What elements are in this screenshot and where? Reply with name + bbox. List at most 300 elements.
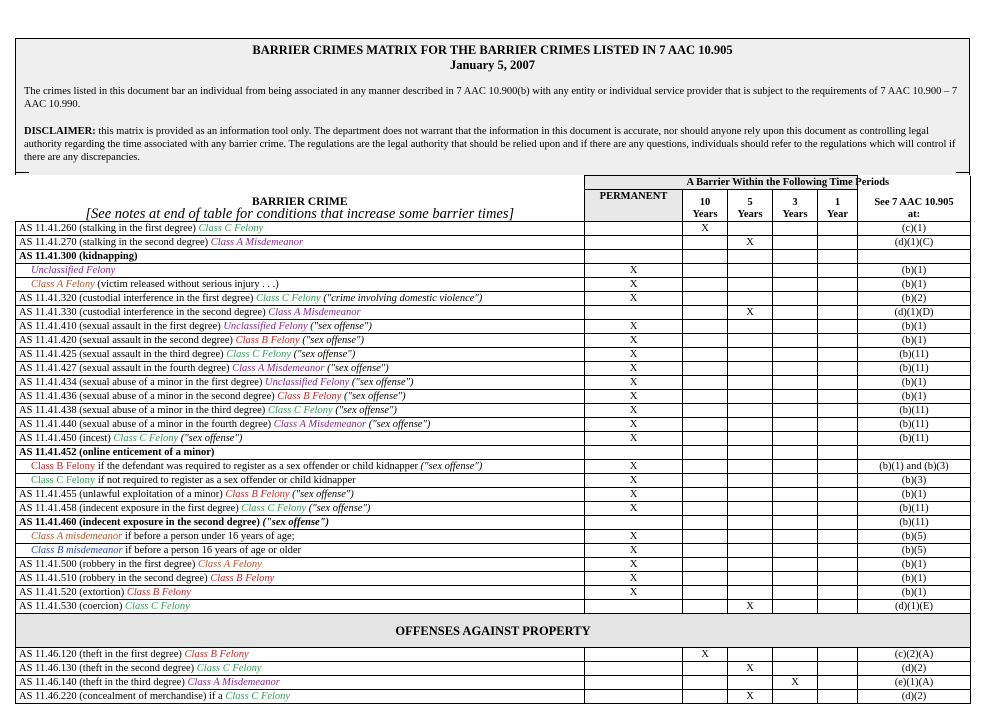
mark-cell-permanent: X [585, 418, 683, 432]
mark-cell-1-years [818, 676, 858, 690]
crime-description [16, 432, 585, 446]
mark-cell-permanent: X [585, 404, 683, 418]
table-row [16, 390, 971, 404]
crime-description [16, 362, 585, 376]
regulation-ref: (b)(11) [858, 502, 971, 516]
mark-cell-permanent: X [585, 278, 683, 292]
table-row [16, 690, 971, 704]
mark-cell-1-years [818, 558, 858, 572]
crime-description [16, 446, 585, 460]
crime-description [16, 334, 585, 348]
time-periods-header: A Barrier Within the Following Time Periods [683, 176, 858, 190]
crime-text: ("sex offense") [299, 334, 364, 346]
crime-description [16, 222, 585, 236]
crime-class: Class B misdemeanor [31, 544, 123, 556]
regulation-ref: (b)(1) [858, 586, 971, 600]
crime-class: Unclassified Felony [223, 320, 308, 332]
crime-text: AS 11.41.450 (incest) [19, 432, 114, 444]
crime-text: AS 11.41.260 (stalking in the first degree) [19, 222, 199, 234]
crime-text: ("sex offense") [366, 418, 431, 430]
mark-cell-10-years [683, 418, 728, 432]
mark-cell-10-years [683, 530, 728, 544]
mark-cell-10-years [683, 446, 728, 460]
mark-cell-permanent: X [585, 348, 683, 362]
table-row [16, 334, 971, 348]
mark-cell-5-years [728, 530, 773, 544]
crime-text: if before a person under 16 years of age; [122, 530, 295, 542]
mark-cell-1-years [818, 292, 858, 306]
crime-class: Class C Felony [125, 600, 190, 612]
regulation-ref: (b)(1) [858, 572, 971, 586]
crime-class: Class A Felony [31, 278, 95, 290]
crime-class: Class B Felony [184, 648, 249, 660]
table-row [16, 488, 971, 502]
mark-cell-1-years [818, 446, 858, 460]
mark-cell-5-years [728, 586, 773, 600]
crime-description [16, 474, 585, 488]
mark-cell-1-years [818, 432, 858, 446]
table-row [16, 446, 971, 460]
crime-text: AS 11.46.120 (theft in the first degree) [19, 648, 185, 660]
crime-text: AS 11.41.452 (online enticement of a minor) [19, 446, 215, 458]
mark-cell-permanent: X [585, 474, 683, 488]
table-row [16, 502, 971, 516]
table-row [16, 662, 971, 676]
regulation-ref: (b)(11) [858, 418, 971, 432]
mark-cell-1-years [818, 348, 858, 362]
crime-text: AS 11.41.460 (indecent exposure in the second degree) [19, 516, 263, 528]
table-row [16, 648, 971, 662]
crime-text: if before a person 16 years of age or older [122, 544, 302, 556]
regulation-ref: (b)(1) [858, 334, 971, 348]
mark-cell-3-years [773, 648, 818, 662]
crime-description [16, 600, 585, 614]
mark-cell-1-years [818, 264, 858, 278]
see-regulation-label: See 7 AAC 10.905 [874, 197, 954, 208]
mark-cell-5-years [728, 446, 773, 460]
mark-cell-1-years [818, 474, 858, 488]
crime-text: ("sex offense") [307, 320, 372, 332]
mark-cell-1-years [818, 530, 858, 544]
regulation-ref: (d)(2) [858, 690, 971, 704]
mark-cell-1-years [818, 572, 858, 586]
mark-cell-10-years [683, 390, 728, 404]
mark-cell-permanent: X [585, 488, 683, 502]
section-title: OFFENSES AGAINST PROPERTY [16, 614, 971, 648]
crime-description [16, 676, 585, 690]
crime-text: ("sex offense") [306, 502, 371, 514]
crime-class: Class A Misdemeanor [268, 306, 361, 318]
mark-cell-permanent: X [585, 432, 683, 446]
mark-cell-permanent [585, 222, 683, 236]
table-row [16, 362, 971, 376]
mark-cell-1-years [818, 516, 858, 530]
regulation-ref: (d)(2) [858, 662, 971, 676]
crime-text: AS 11.41.510 (robbery in the second degree) [19, 572, 211, 584]
crime-class: Class C Felony [31, 474, 96, 486]
document-page [15, 38, 970, 710]
mark-cell-5-years [728, 222, 773, 236]
regulation-ref: (d)(1)(E) [858, 600, 971, 614]
crime-description [16, 558, 585, 572]
mark-cell-3-years [773, 376, 818, 390]
mark-cell-5-years [728, 460, 773, 474]
mark-cell-permanent: X [585, 390, 683, 404]
regulation-ref [858, 250, 971, 264]
mark-cell-5-years: X [728, 236, 773, 250]
crime-class: Class C Felony [241, 502, 307, 514]
mark-cell-3-years [773, 236, 818, 250]
mark-cell-3-years [773, 250, 818, 264]
mark-cell-1-years [818, 600, 858, 614]
mark-cell-1-years [818, 390, 858, 404]
mark-cell-10-years [683, 278, 728, 292]
ten-years-header: 10 Years [683, 190, 728, 222]
mark-cell-5-years [728, 676, 773, 690]
mark-cell-permanent [585, 662, 683, 676]
crime-text: if not required to register as a sex offender or child kidnapper [95, 474, 356, 486]
regulation-ref: (b)(1) [858, 320, 971, 334]
mark-cell-3-years [773, 488, 818, 502]
disclaimer-paragraph [24, 125, 959, 164]
crime-class: Class A Misdemeanor [232, 362, 325, 374]
crime-class: Class C Felony [255, 292, 321, 304]
mark-cell-10-years [683, 676, 728, 690]
mark-cell-permanent: X [585, 586, 683, 600]
barrier-crime-header [16, 176, 585, 222]
regulation-ref: (b)(1) and (b)(3) [858, 460, 971, 474]
mark-cell-1-years [818, 250, 858, 264]
regulation-ref: (b)(2) [858, 292, 971, 306]
mark-cell-1-years [818, 586, 858, 600]
crime-description [16, 586, 585, 600]
mark-cell-1-years [818, 334, 858, 348]
table-row [16, 474, 971, 488]
crime-text: AS 11.41.270 (stalking in the second degree) [19, 236, 211, 248]
crime-description [16, 236, 585, 250]
regulation-ref: (d)(1)(D) [858, 306, 971, 320]
crime-description [16, 516, 585, 530]
table-row [16, 292, 971, 306]
mark-cell-1-years [818, 488, 858, 502]
crime-description [16, 488, 585, 502]
regulation-ref: (b)(11) [858, 516, 971, 530]
crime-description [16, 306, 585, 320]
mark-cell-10-years: X [683, 648, 728, 662]
table-row [16, 516, 971, 530]
mark-cell-1-years [818, 376, 858, 390]
mark-cell-5-years [728, 348, 773, 362]
mark-cell-1-years [818, 418, 858, 432]
crime-class: Class C Felony [196, 662, 262, 674]
mark-cell-5-years [728, 418, 773, 432]
mark-cell-permanent [585, 648, 683, 662]
mark-cell-10-years [683, 572, 728, 586]
mark-cell-3-years [773, 404, 818, 418]
mark-cell-3-years [773, 334, 818, 348]
mark-cell-3-years [773, 460, 818, 474]
mark-cell-10-years [683, 488, 728, 502]
mark-cell-permanent [585, 446, 683, 460]
mark-cell-5-years [728, 292, 773, 306]
mark-cell-10-years [683, 334, 728, 348]
header-row-1 [16, 176, 971, 190]
crime-description [16, 648, 585, 662]
mark-cell-5-years [728, 320, 773, 334]
regulation-ref: (b)(1) [858, 278, 971, 292]
crime-description [16, 264, 585, 278]
mark-cell-5-years [728, 558, 773, 572]
mark-cell-1-years [818, 236, 858, 250]
disclaimer-text: this matrix is provided as an information tool only. The department does not warrant that the information in this document is accurate, nor should anyone rely upon this document as controlling legal authority regarding the time associated with any barrier crime. The regulations are the legal authority that should be relied upon and if there are any questions, individuals should refer to the regulations which will control if there are any discrepancies. [24, 126, 956, 163]
crime-text: AS 11.46.220 (concealment of merchandise) if a [19, 690, 226, 702]
crime-description [16, 572, 585, 586]
table-row [16, 460, 971, 474]
table-row [16, 572, 971, 586]
mark-cell-10-years [683, 544, 728, 558]
crime-text: ("crime involving domestic violence") [320, 292, 483, 304]
mark-cell-3-years [773, 572, 818, 586]
mark-cell-10-years: X [683, 222, 728, 236]
regulation-ref: (b)(11) [858, 432, 971, 446]
crime-text: AS 11.41.410 (sexual assault in the first degree) [19, 320, 224, 332]
mark-cell-permanent: X [585, 530, 683, 544]
crime-class: Class B Felony [235, 334, 300, 346]
mark-cell-3-years [773, 690, 818, 704]
regulation-ref: (b)(1) [858, 264, 971, 278]
mark-cell-permanent [585, 600, 683, 614]
section-header-row [16, 614, 971, 648]
crime-text: (victim released without serious injury . . .) [94, 278, 279, 290]
mark-cell-10-years [683, 306, 728, 320]
one-year-header: 1 Year [818, 190, 858, 222]
crime-text: AS 11.41.425 (sexual assault in the third degree) [19, 348, 227, 360]
table-row [16, 306, 971, 320]
crime-class: Class A misdemeanor [31, 530, 123, 542]
crime-description [16, 278, 585, 292]
regulation-ref: (c)(1) [858, 222, 971, 236]
crime-description [16, 460, 585, 474]
crime-text: AS 11.41.427 (sexual assault in the fourth degree) [19, 362, 233, 374]
crime-text: AS 11.41.520 (extortion) [19, 586, 127, 598]
regulation-ref [858, 446, 971, 460]
crime-text: AS 11.41.434 (sexual abuse of a minor in the first degree) [19, 376, 266, 388]
crime-text: AS 11.41.438 (sexual abuse of a minor in the third degree) [19, 404, 268, 416]
table-row [16, 376, 971, 390]
divider-right [956, 172, 970, 173]
crime-text: ("sex offense") [332, 404, 397, 416]
notes-hint: [See notes at end of table for conditions that increase some barrier times] [85, 206, 515, 222]
mark-cell-permanent [585, 516, 683, 530]
mark-cell-10-years [683, 264, 728, 278]
crime-class: Class C Felony [267, 404, 333, 416]
table-row [16, 432, 971, 446]
mark-cell-10-years [683, 558, 728, 572]
mark-cell-10-years [683, 502, 728, 516]
mark-cell-10-years [683, 376, 728, 390]
regulation-ref: (b)(5) [858, 530, 971, 544]
crime-class: Class C Felony [113, 432, 179, 444]
mark-cell-5-years [728, 376, 773, 390]
mark-cell-3-years [773, 516, 818, 530]
mark-cell-5-years: X [728, 306, 773, 320]
mark-cell-5-years: X [728, 690, 773, 704]
table-row [16, 236, 971, 250]
mark-cell-3-years [773, 348, 818, 362]
mark-cell-10-years [683, 236, 728, 250]
mark-cell-3-years [773, 418, 818, 432]
mark-cell-permanent: X [585, 502, 683, 516]
permanent-header-top [585, 176, 683, 190]
crime-text: AS 11.41.530 (coercion) [19, 600, 126, 612]
crime-description [16, 544, 585, 558]
table-row [16, 600, 971, 614]
mark-cell-permanent: X [585, 334, 683, 348]
regulation-ref: (b)(3) [858, 474, 971, 488]
table-row [16, 320, 971, 334]
mark-cell-3-years [773, 278, 818, 292]
table-row [16, 404, 971, 418]
mark-cell-1-years [818, 320, 858, 334]
mark-cell-3-years [773, 292, 818, 306]
table-row [16, 278, 971, 292]
table-row [16, 530, 971, 544]
mark-cell-permanent [585, 250, 683, 264]
mark-cell-3-years [773, 320, 818, 334]
regulation-ref: (b)(1) [858, 558, 971, 572]
mark-cell-5-years [728, 362, 773, 376]
mark-cell-1-years [818, 460, 858, 474]
crime-text: ("sex offense") [341, 390, 406, 402]
crime-description [16, 348, 585, 362]
mark-cell-permanent: X [585, 292, 683, 306]
crime-text: if the defendant was required to register as a sex offender or child kidnapper [95, 460, 421, 472]
crime-text: AS 11.41.320 (custodial interference in the first degree) [19, 292, 256, 304]
crime-text: ("sex offense") [420, 460, 483, 472]
mark-cell-3-years [773, 362, 818, 376]
mark-cell-permanent: X [585, 572, 683, 586]
mark-cell-5-years [728, 334, 773, 348]
mark-cell-10-years [683, 690, 728, 704]
mark-cell-10-years [683, 516, 728, 530]
mark-cell-5-years [728, 474, 773, 488]
mark-cell-3-years [773, 222, 818, 236]
header-panel [15, 38, 970, 175]
crime-text: AS 11.41.330 (custodial interference in the second degree) [19, 306, 269, 318]
table-row [16, 222, 971, 236]
crime-description [16, 320, 585, 334]
crime-text: AS 11.41.458 (indecent exposure in the first degree) [19, 502, 242, 514]
crime-class: Unclassified Felony [31, 264, 116, 276]
crime-text: ("sex offense") [289, 488, 354, 500]
doc-title: BARRIER CRIMES MATRIX FOR THE BARRIER CRIMES LISTED IN 7 AAC 10.905 [252, 43, 733, 57]
regulation-ref: (b)(11) [858, 362, 971, 376]
three-years-header: 3 Years [773, 190, 818, 222]
crime-text: AS 11.41.500 (robbery in the first degree) [19, 558, 198, 570]
mark-cell-3-years [773, 432, 818, 446]
mark-cell-1-years [818, 306, 858, 320]
mark-cell-1-years [818, 648, 858, 662]
divider-left [15, 172, 29, 173]
mark-cell-5-years [728, 264, 773, 278]
regulation-ref: (e)(1)(A) [858, 676, 971, 690]
mark-cell-permanent [585, 236, 683, 250]
mark-cell-3-years: X [773, 676, 818, 690]
crime-class: Class A Misdemeanor [210, 236, 304, 248]
crime-text: ("sex offense") [324, 362, 389, 374]
table-row [16, 418, 971, 432]
crime-text: AS 11.46.130 (theft in the second degree) [19, 662, 197, 674]
mark-cell-5-years [728, 648, 773, 662]
see-regulation-at: at: [907, 209, 921, 220]
mark-cell-10-years [683, 474, 728, 488]
mark-cell-permanent [585, 676, 683, 690]
regulation-ref: (b)(1) [858, 376, 971, 390]
regulation-ref: (d)(1)(C) [858, 236, 971, 250]
permanent-header: PERMANENT [585, 190, 683, 222]
mark-cell-5-years [728, 432, 773, 446]
regulation-ref: (b)(11) [858, 348, 971, 362]
crime-description [16, 502, 585, 516]
crime-class: Class C Felony [198, 222, 264, 234]
table-row [16, 586, 971, 600]
table-row [16, 544, 971, 558]
crime-text: ("sex offense") [262, 516, 330, 528]
crime-class: Class A Felony [197, 558, 262, 570]
crime-text: ("sex offense") [290, 348, 356, 360]
crime-description [16, 530, 585, 544]
mark-cell-10-years [683, 460, 728, 474]
mark-cell-5-years [728, 502, 773, 516]
intro-paragraph: The crimes listed in this document bar an individual from being associated in any manner described in 7 AAC 10.900(b) with any entity or individual service provider that is subject to the requirements of 7 AAC 10.900 – 7 AAC 10.990. [24, 86, 958, 110]
crime-class: Class B Felony [210, 572, 275, 584]
crime-class: Class B Felony [225, 488, 290, 500]
crime-class: Class A Misdemeanor [187, 676, 280, 688]
crime-class: Class A Misdemeanor [273, 418, 367, 430]
mark-cell-10-years [683, 348, 728, 362]
mark-cell-10-years [683, 432, 728, 446]
mark-cell-5-years [728, 544, 773, 558]
mark-cell-3-years [773, 662, 818, 676]
mark-cell-permanent: X [585, 544, 683, 558]
five-years-header: 5 Years [728, 190, 773, 222]
mark-cell-10-years [683, 600, 728, 614]
table-row [16, 250, 971, 264]
mark-cell-5-years [728, 516, 773, 530]
table-row [16, 348, 971, 362]
regulation-ref: (b)(1) [858, 488, 971, 502]
mark-cell-5-years [728, 488, 773, 502]
barrier-crimes-table [15, 175, 971, 704]
table-body [16, 176, 971, 704]
crime-description [16, 250, 585, 264]
mark-cell-1-years [818, 544, 858, 558]
mark-cell-10-years [683, 320, 728, 334]
mark-cell-3-years [773, 306, 818, 320]
mark-cell-permanent: X [585, 320, 683, 334]
mark-cell-1-years [818, 222, 858, 236]
mark-cell-permanent: X [585, 558, 683, 572]
crime-class: Class B Felony [31, 460, 96, 472]
regulation-ref: (b)(5) [858, 544, 971, 558]
crime-description [16, 390, 585, 404]
mark-cell-5-years [728, 404, 773, 418]
crime-description [16, 418, 585, 432]
mark-cell-5-years [728, 278, 773, 292]
mark-cell-5-years: X [728, 662, 773, 676]
mark-cell-3-years [773, 600, 818, 614]
mark-cell-3-years [773, 446, 818, 460]
